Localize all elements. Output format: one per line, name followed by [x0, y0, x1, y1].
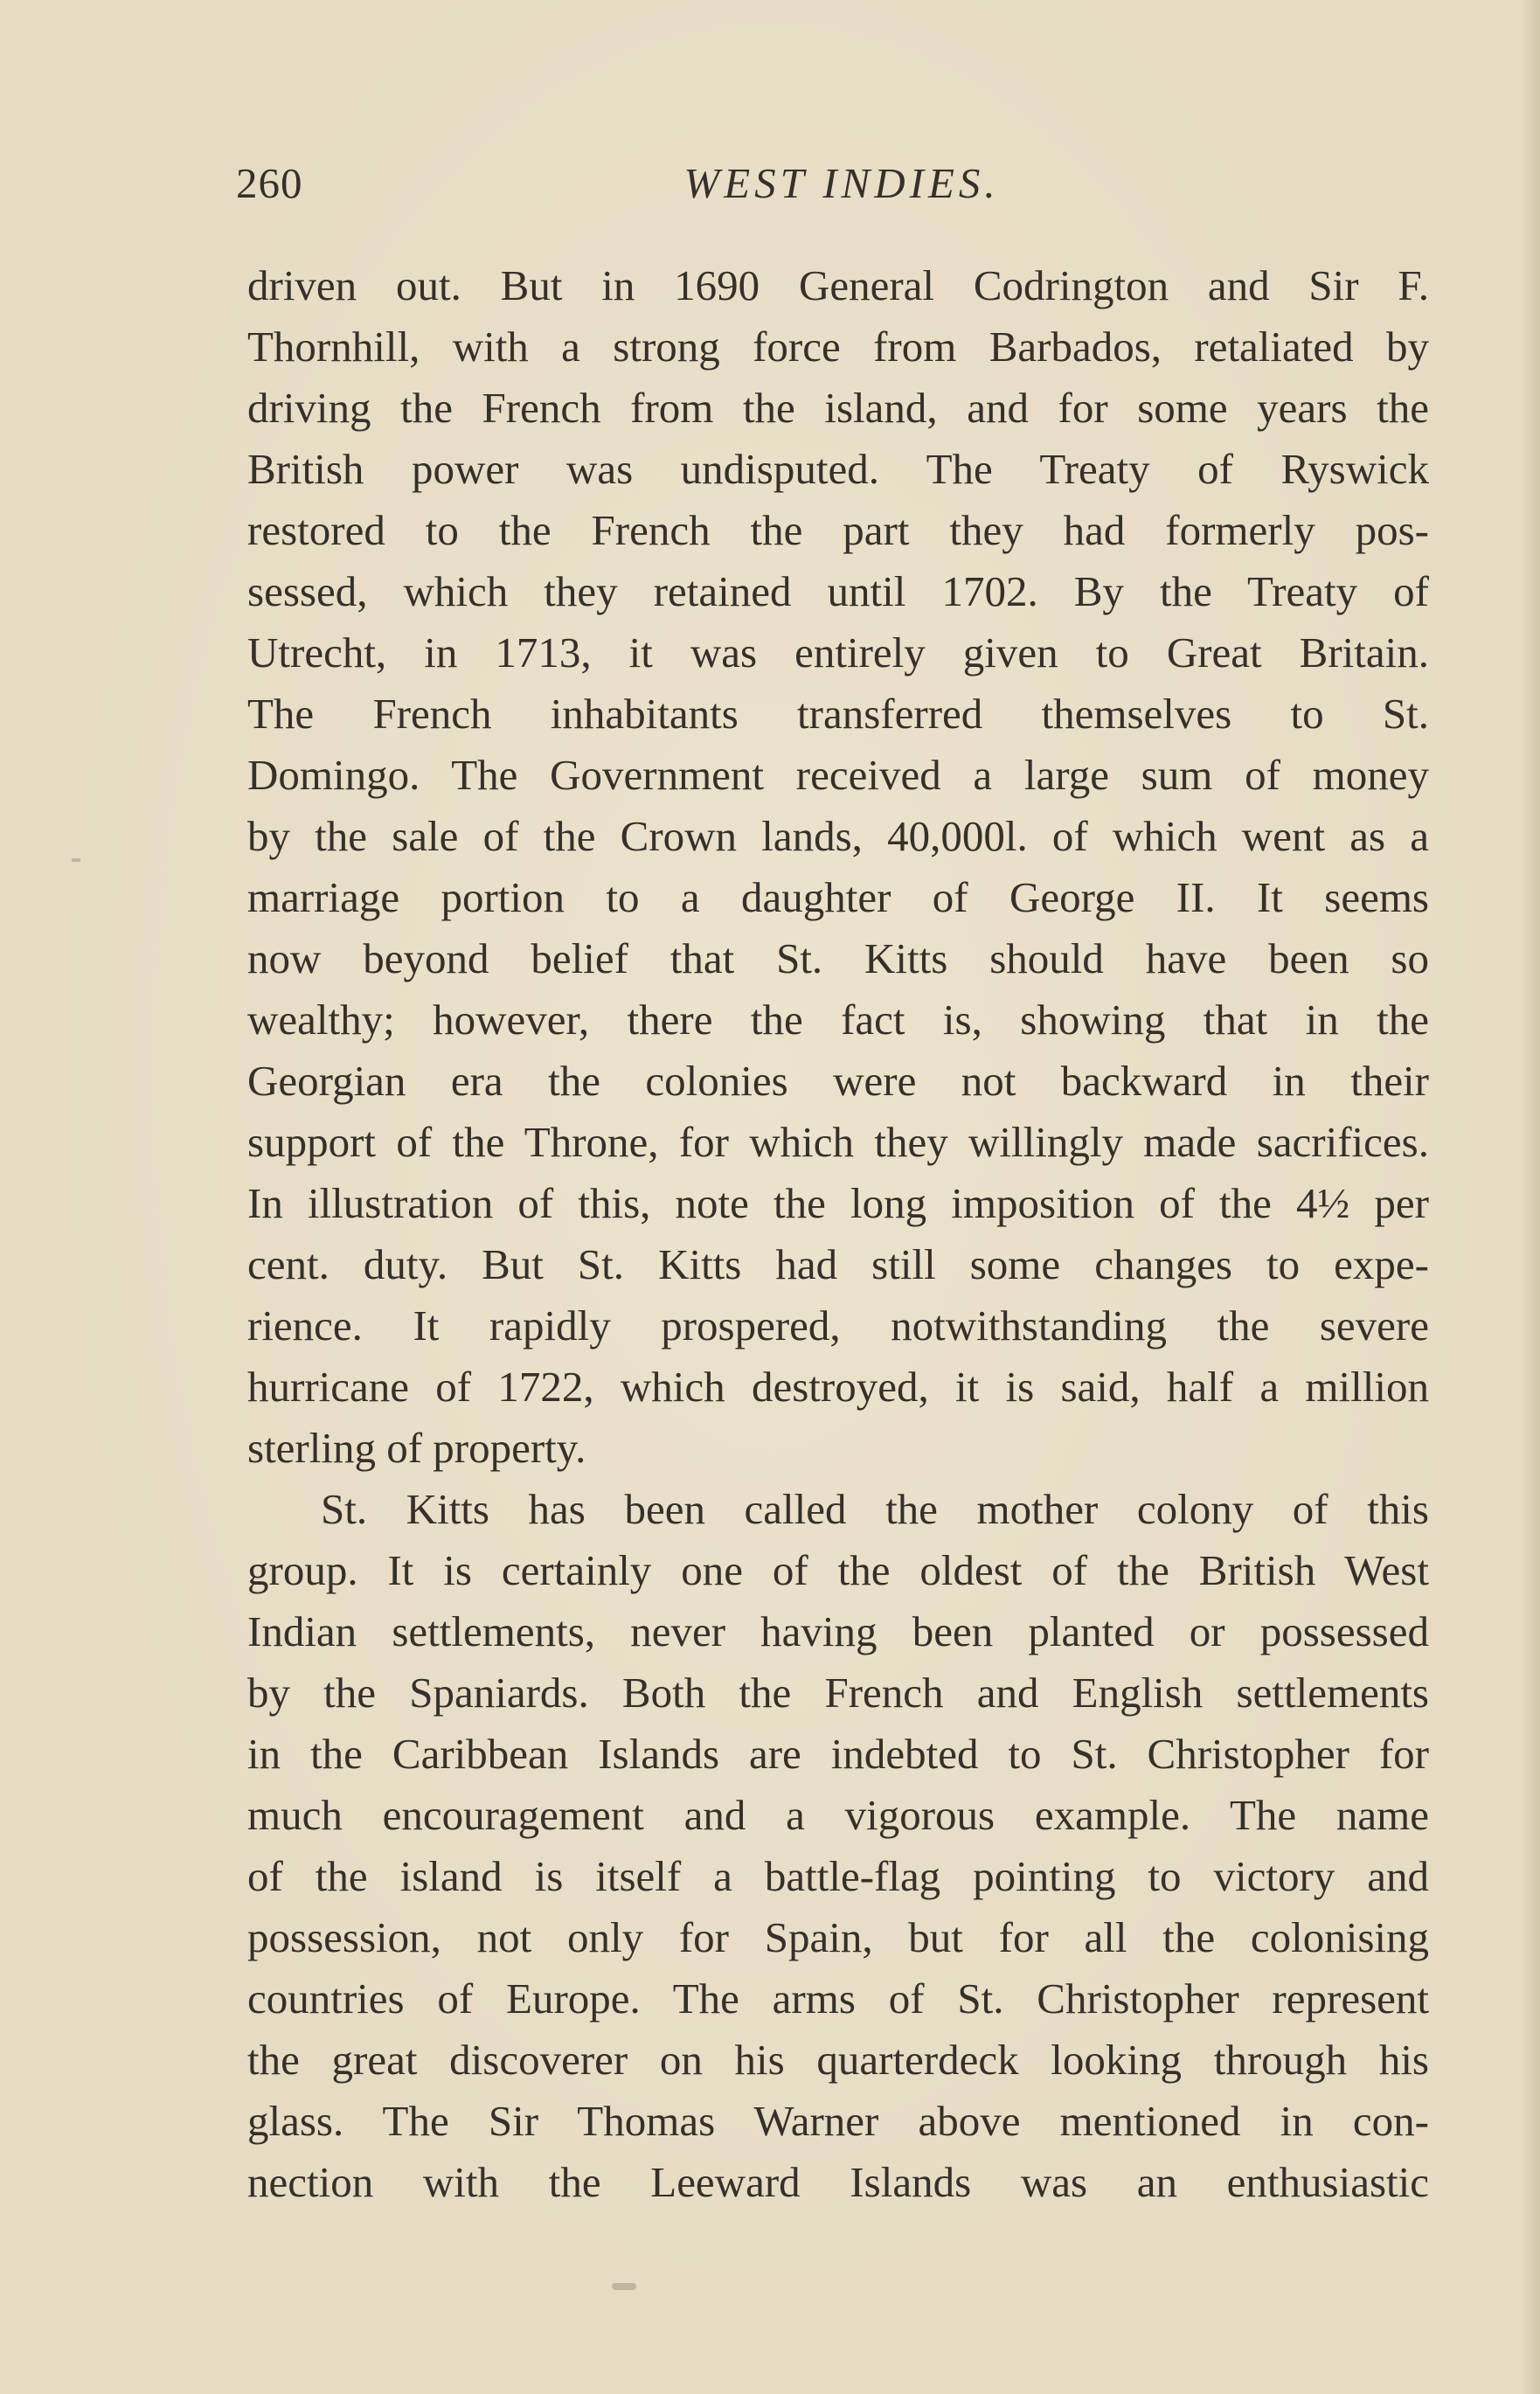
text-line: support of the Throne, for which they willingly made sacrifices.	[247, 1118, 1429, 1166]
text-line: rience. It rapidly prospered, notwithstanding the severe	[247, 1301, 1429, 1350]
text-line: now beyond belief that St. Kitts should have been so	[247, 934, 1429, 982]
text-line: driven out. But in 1690 General Codrington and Sir F.	[247, 261, 1429, 309]
text-line: marriage portion to a daughter of George II. It seems	[247, 873, 1429, 921]
text-line: Georgian era the colonies were not backward in their	[247, 1057, 1429, 1105]
page-edge-shadow	[1521, 0, 1540, 2394]
text-line: the great discoverer on his quarterdeck looking through his	[247, 2036, 1429, 2084]
text-line: wealthy; however, there the fact is, showing that in the	[247, 996, 1429, 1044]
text-line: nection with the Leeward Islands was an enthusiastic	[247, 2158, 1429, 2206]
text-line: glass. The Sir Thomas Warner above mentioned in con-	[247, 2097, 1429, 2145]
running-head	[236, 149, 1430, 219]
body-text	[247, 255, 1429, 2213]
text-line: much encouragement and a vigorous example. The name	[247, 1791, 1429, 1839]
text-line: driving the French from the island, and for some years the	[247, 384, 1429, 432]
text-line: Indian settlements, never having been planted or possessed	[247, 1607, 1429, 1655]
text-line: sterling of property.	[247, 1424, 586, 1472]
text-line: group. It is certainly one of the oldest of the British West	[247, 1546, 1429, 1594]
text-line: sessed, which they retained until 1702. By the Treaty of	[247, 567, 1429, 615]
text-line: hurricane of 1722, which destroyed, it is said, half a million	[247, 1363, 1429, 1411]
text-line: cent. duty. But St. Kitts had still some changes to expe-	[247, 1240, 1429, 1288]
text-line: The French inhabitants transferred themselves to St.	[247, 690, 1429, 738]
page-number: 260	[236, 159, 303, 207]
text-line: countries of Europe. The arms of St. Christopher represent	[247, 1974, 1429, 2023]
ink-smudge	[612, 2283, 636, 2290]
text-line: St. Kitts has been called the mother colony of this	[321, 1485, 1429, 1533]
paragraph-1	[247, 255, 1429, 1479]
text-line: Domingo. The Government received a large sum of money	[247, 751, 1429, 799]
text-line: restored to the French the part they had formerly pos-	[247, 506, 1429, 554]
text-line: In illustration of this, note the long imposition of the 4½ per	[247, 1179, 1429, 1227]
text-line: Utrecht, in 1713, it was entirely given to Great Britain.	[247, 628, 1429, 677]
text-line: in the Caribbean Islands are indebted to St. Christopher for	[247, 1730, 1429, 1778]
text-line: British power was undisputed. The Treaty of Ryswick	[247, 445, 1429, 493]
running-title: WEST INDIES.	[683, 159, 1000, 207]
paragraph-2	[247, 1479, 1429, 2213]
margin-speck	[72, 858, 80, 862]
text-line: Thornhill, with a strong force from Barbados, retaliated by	[247, 323, 1429, 371]
text-line: by the sale of the Crown lands, 40,000l. of which went as a	[247, 812, 1429, 860]
text-line: possession, not only for Spain, but for all the colonising	[247, 1913, 1429, 1961]
text-line: by the Spaniards. Both the French and English settlements	[247, 1669, 1429, 1717]
text-line: of the island is itself a battle-flag pointing to victory and	[247, 1852, 1429, 1900]
